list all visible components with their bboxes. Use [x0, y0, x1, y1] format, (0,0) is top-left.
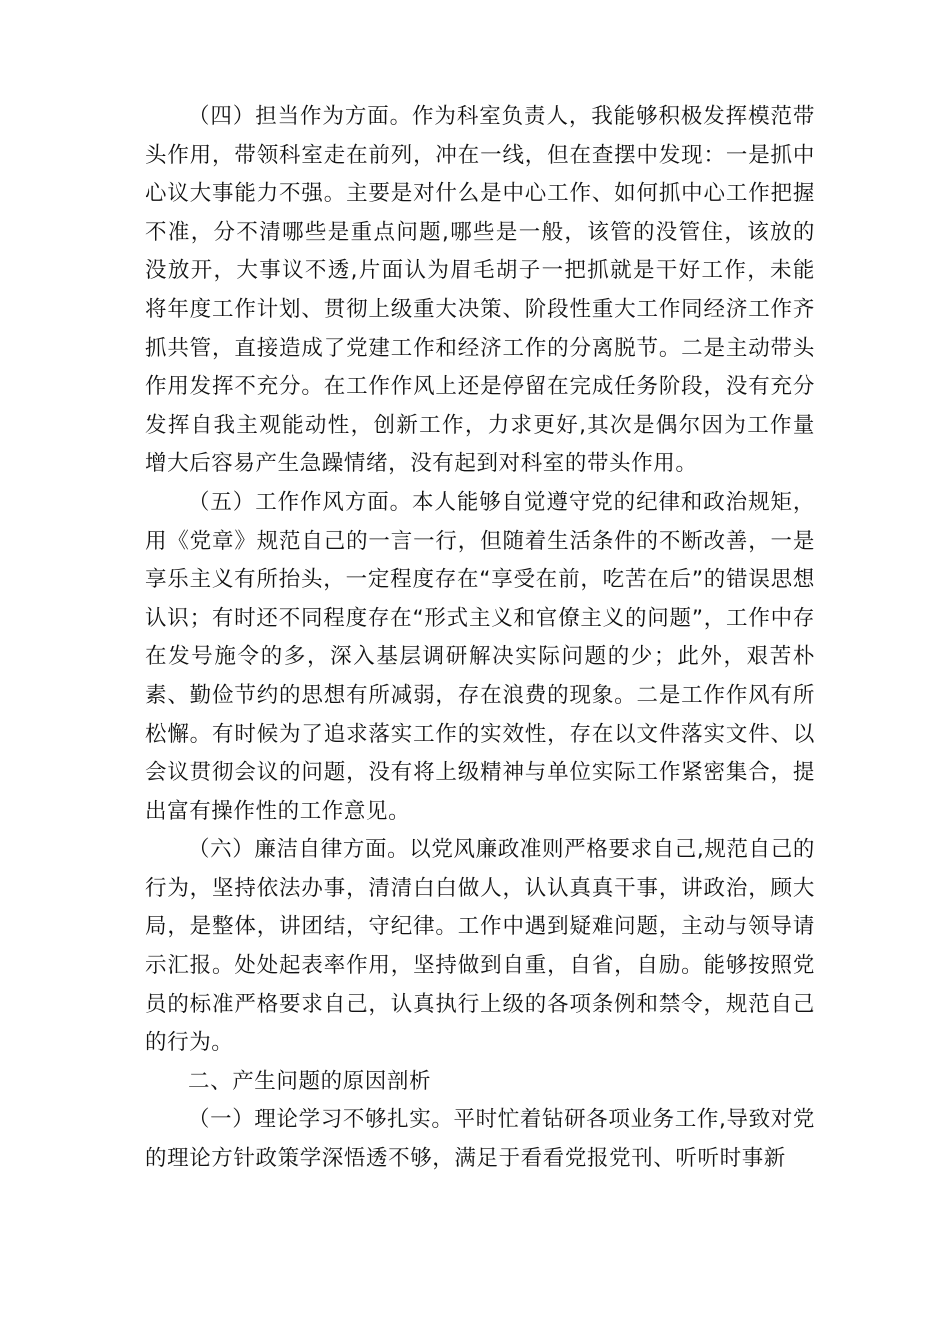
paragraph-theory-study: （一）理论学习不够扎实。平时忙着钻研各项业务工作,导致对党的理论方针政策学深悟透不够，满足于看看党报党刊、听听时事新 [145, 1107, 815, 1172]
section-heading: 二、产生问题的原因剖析 [188, 1068, 432, 1094]
paragraph-integrity: （六）廉洁自律方面。以党风廉政准则严格要求自己,规范自己的行为，坚持依法办事，清清白白做人，认认真真干事，讲政治，顾大局，是整体，讲团结，守纪律。工作中遇到疑难问题，主动与领导请示汇报。处处起表率作用，坚持做到自重，自省，自励。能够按照党员的标准严格要求自己，认真执行上级的各项条例和禁令，规范自己的行为。 [145, 837, 815, 1056]
document-body [145, 98, 815, 1179]
paragraph-work-style: （五）工作作风方面。本人能够自觉遵守党的纪律和政治规矩，用《党章》规范自己的一言一行，但随着生活条件的不断改善，一是享乐主义有所抬头，一定程度存在“享受在前，吃苦在后”的错误思想认识；有时还不同程度存在“形式主义和官僚主义的问题”，工作中存在发号施令的多，深入基层调研解决实际问题的少；此外，艰苦朴素、勤俭节约的思想有所减弱，存在浪费的现象。二是工作作风有所松懈。有时候为了追求落实工作的实效性，存在以文件落实文件、以会议贯彻会议的问题，没有将上级精神与单位实际工作紧密集合，提出富有操作性的工作意见。 [145, 489, 815, 824]
paragraph-responsibility: （四）担当作为方面。作为科室负责人，我能够积极发挥模范带头作用，带领科室走在前列，冲在一线，但在查摆中发现：一是抓中心议大事能力不强。主要是对什么是中心工作、如何抓中心工作把握不准，分不清哪些是重点问题,哪些是一般，该管的没管住，该放的没放开，大事议不透,片面认为眉毛胡子一把抓就是干好工作，未能将年度工作计划、贯彻上级重大决策、阶段性重大工作同经济工作齐抓共管，直接造成了党建工作和经济工作的分离脱节。二是主动带头作用发挥不充分。在工作作风上还是停留在完成任务阶段，没有充分发挥自我主观能动性，创新工作，力求更好,其次是偶尔因为工作量增大后容易产生急躁情绪，没有起到对科室的带头作用。 [145, 104, 815, 477]
